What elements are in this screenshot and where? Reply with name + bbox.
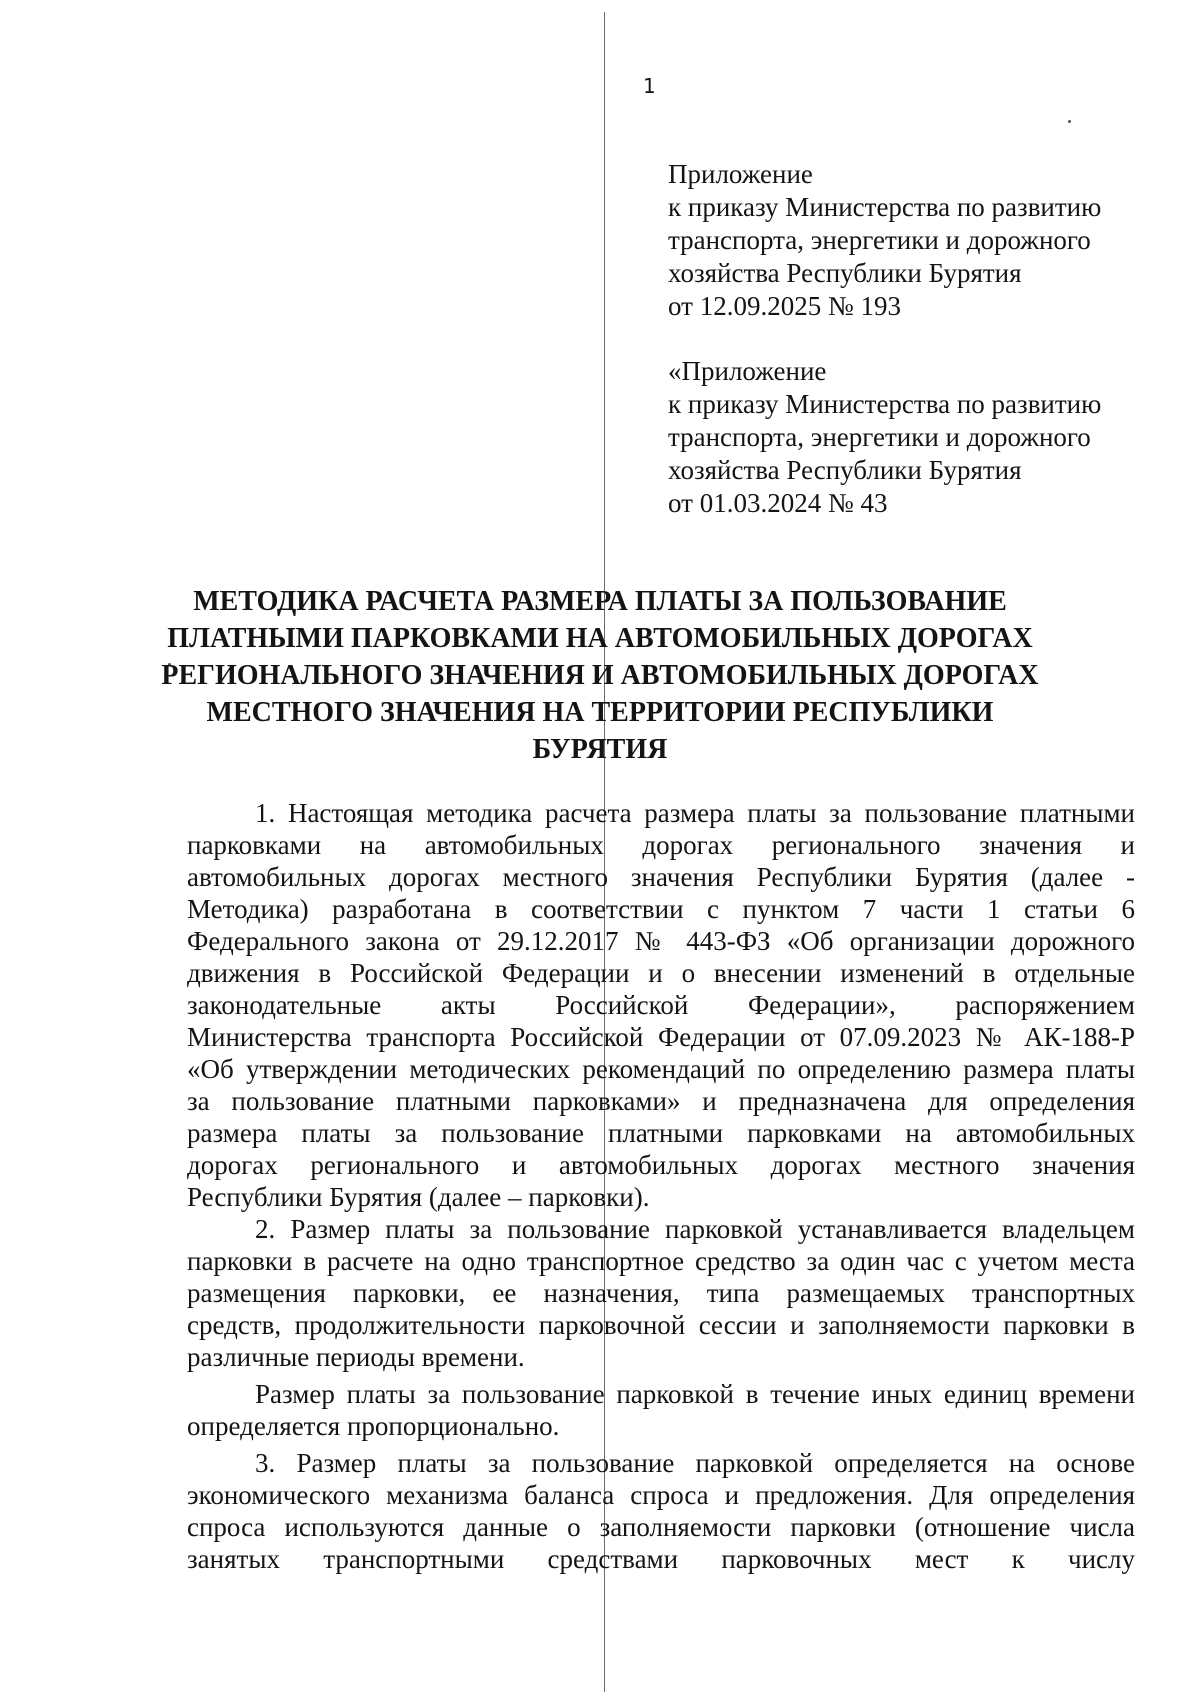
title-line: МЕСТНОГО ЗНАЧЕНИЯ НА ТЕРРИТОРИИ РЕСПУБЛИКИ [206, 697, 994, 728]
text-line: автомобильных дорогах местного значения Республики Бурятия (далее - [187, 862, 1135, 892]
text-line: спроса используются данные о заполняемости парковки (отношение числа [187, 1512, 1135, 1542]
title-line: МЕТОДИКА РАСЧЕТА РАЗМЕРА ПЛАТЫ ЗА ПОЛЬЗОВАНИЕ [193, 586, 1007, 617]
document-title [150, 583, 1050, 768]
appendix-line: к приказу Министерства по развитию [668, 389, 1102, 419]
text-line: размещения парковки, ее назначения, типа размещаемых транспортных [187, 1278, 1135, 1308]
text-line: парковки в расчете на одно транспортное средство за один час с учетом места [187, 1246, 1135, 1276]
title-line: ПЛАТНЫМИ ПАРКОВКАМИ НА АВТОМОБИЛЬНЫХ ДОРОГАХ [167, 623, 1033, 654]
appendix-line: хозяйства Республики Бурятия [668, 455, 1022, 485]
text-line: 3. Размер платы за пользование парковкой определяется на основе [255, 1448, 1135, 1478]
text-line: «Об утверждении методических рекомендаций по определению размера платы [187, 1054, 1135, 1084]
paragraph-1 [187, 797, 1135, 1213]
appendix-line: «Приложение [668, 356, 827, 386]
text-line: Республики Бурятия (далее – парковки). [187, 1182, 650, 1212]
text-line: экономического механизма баланса спроса и предложения. Для определения [187, 1480, 1135, 1510]
text-line: занятых транспортными средствами парковочных мест к числу [187, 1544, 1135, 1574]
text-line: средств, продолжительности парковочной сессии и заполняемости парковки в [187, 1310, 1135, 1340]
appendix-line: транспорта, энергетики и дорожного [668, 225, 1091, 255]
appendix-line: от 01.03.2024 № 43 [668, 488, 888, 518]
text-line: размера платы за пользование платными парковками на автомобильных [187, 1118, 1135, 1148]
text-line: 2. Размер платы за пользование парковкой устанавливается владельцем [255, 1214, 1135, 1244]
text-line: движения в Российской Федерации и о внесении изменений в отдельные [187, 958, 1135, 988]
text-line: парковками на автомобильных дорогах регионального значения и [187, 830, 1135, 860]
page-number: 1 [643, 74, 656, 98]
appendix-line: к приказу Министерства по развитию [668, 192, 1102, 222]
title-line: БУРЯТИЯ [532, 734, 668, 765]
text-line: определяется пропорционально. [187, 1411, 560, 1441]
title-line: РЕГИОНАЛЬНОГО ЗНАЧЕНИЯ И АВТОМОБИЛЬНЫХ ДОРОГАХ [161, 660, 1039, 691]
text-line: дорогах регионального и автомобильных дорогах местного значения [187, 1150, 1135, 1180]
text-line: различные периоды времени. [187, 1342, 525, 1372]
appendix-header-original [668, 355, 1168, 520]
document-body [187, 797, 1135, 1575]
appendix-header-current [668, 158, 1168, 323]
paragraph-4 [187, 1447, 1135, 1575]
text-line: Министерства транспорта Российской Федерации от 07.09.2023 № АК-188-Р [187, 1022, 1135, 1052]
paragraph-2 [187, 1213, 1135, 1373]
paragraph-3 [187, 1378, 1135, 1442]
text-line: Федерального закона от 29.12.2017 № 443-ФЗ «Об организации дорожного [187, 926, 1135, 956]
appendix-line: от 12.09.2025 № 193 [668, 291, 901, 321]
text-line: Методика) разработана в соответствии с пунктом 7 части 1 статьи 6 [187, 894, 1135, 924]
text-line: 1. Настоящая методика расчета размера платы за пользование платными [255, 798, 1135, 828]
appendix-line: транспорта, энергетики и дорожного [668, 422, 1091, 452]
appendix-line: Приложение [668, 159, 813, 189]
text-line: Размер платы за пользование парковкой в течение иных единиц времени [255, 1379, 1135, 1409]
text-line: за пользование платными парковками» и предназначена для определения [187, 1086, 1135, 1116]
text-line: законодательные акты Российской Федерации», распоряжением [187, 990, 1135, 1020]
scan-speck [1068, 120, 1071, 123]
appendix-line: хозяйства Республики Бурятия [668, 258, 1022, 288]
